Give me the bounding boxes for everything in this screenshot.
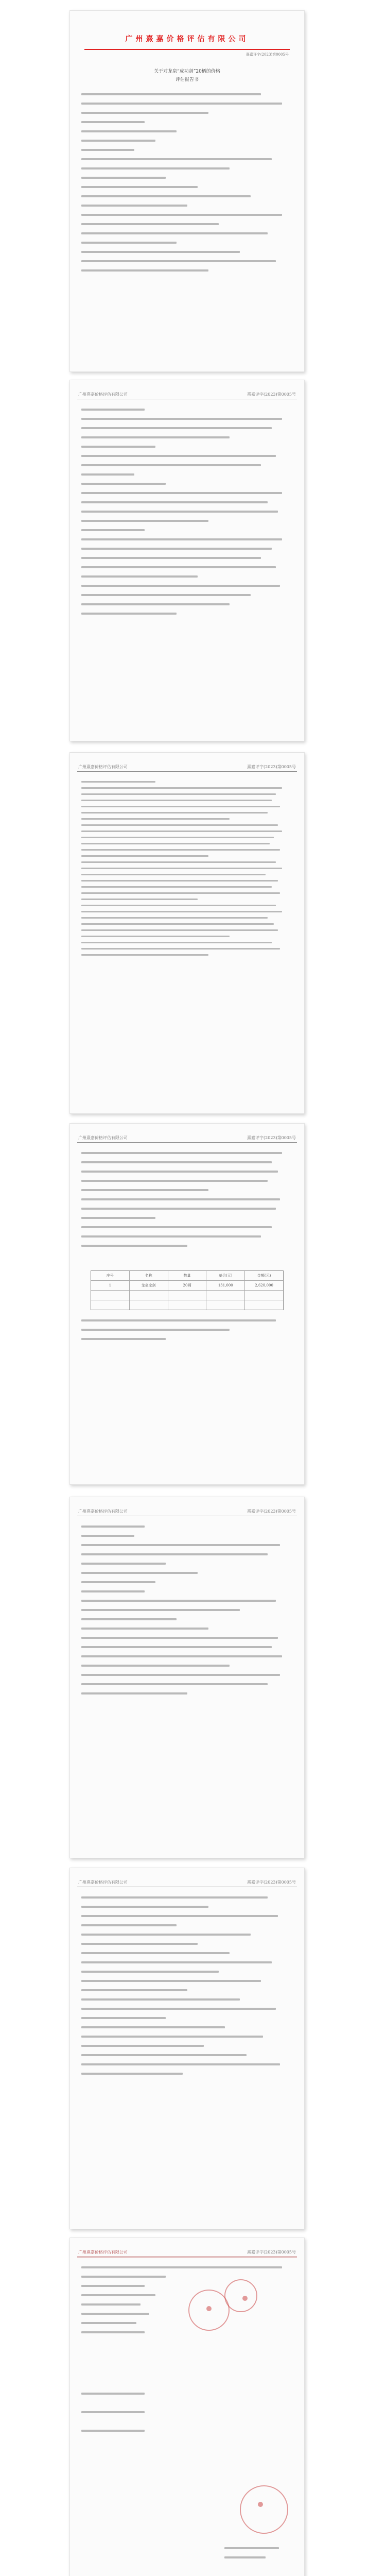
- body-text: [81, 1319, 293, 1347]
- signature-lines: [81, 2393, 293, 2439]
- report-title: 关于对龙泉“成功剑”20柄的价格: [154, 69, 220, 74]
- table-row: [91, 1291, 283, 1300]
- page-header: 广州熹嘉价格评估有限公司 熹嘉评字(2023)第0005号: [77, 1878, 297, 1887]
- document-page-3: [69, 752, 305, 1114]
- body-text: [81, 409, 293, 622]
- page-header: 广州熹嘉价格评估有限公司 熹嘉评字(2023)第0005号: [77, 1507, 297, 1516]
- company-seal: [240, 2485, 288, 2534]
- valuation-table: [91, 1270, 284, 1310]
- official-stamp: [224, 2279, 257, 2312]
- page-header: 广州熹嘉价格评估有限公司 熹嘉评字(2023)第0005号: [77, 391, 297, 399]
- page-header: 广州熹嘉价格评估有限公司 熹嘉评字(2023)第0005号: [77, 763, 297, 772]
- document-page-6: [69, 1868, 305, 2229]
- document-page-4: [69, 1123, 305, 1485]
- body-text: [81, 1152, 293, 1254]
- document-page-7: [69, 2238, 305, 2576]
- agency-title: 广州熹嘉价格评估有限公司: [125, 35, 249, 43]
- document-page-5: [69, 1497, 305, 1858]
- document-page-2: [69, 380, 305, 741]
- table-row: [91, 1300, 283, 1310]
- page-header: 广州熹嘉价格评估有限公司 熹嘉评字(2023)第0005号: [77, 2248, 297, 2258]
- document-page-1: [69, 10, 305, 372]
- red-title-rule: [84, 49, 290, 50]
- body-text: [81, 781, 293, 960]
- body-text: [81, 93, 293, 279]
- table-row: 1 龙泉宝剑 20柄 131,000 2,620,000: [91, 1281, 283, 1291]
- report-subtitle: 评估报告书: [175, 77, 199, 82]
- doc-number: 熹嘉评字(2023)第0005号: [245, 53, 289, 57]
- body-text: [81, 1526, 293, 1702]
- official-stamp: [188, 2290, 230, 2331]
- page-header: 广州熹嘉价格评估有限公司 熹嘉评字(2023)第0005号: [77, 1134, 297, 1143]
- body-text: [81, 1896, 293, 2082]
- body-text: [81, 2266, 293, 2341]
- date-line: [224, 2547, 293, 2566]
- table-header-row: 序号 名称 数量 单价(元) 金额(元): [91, 1271, 283, 1281]
